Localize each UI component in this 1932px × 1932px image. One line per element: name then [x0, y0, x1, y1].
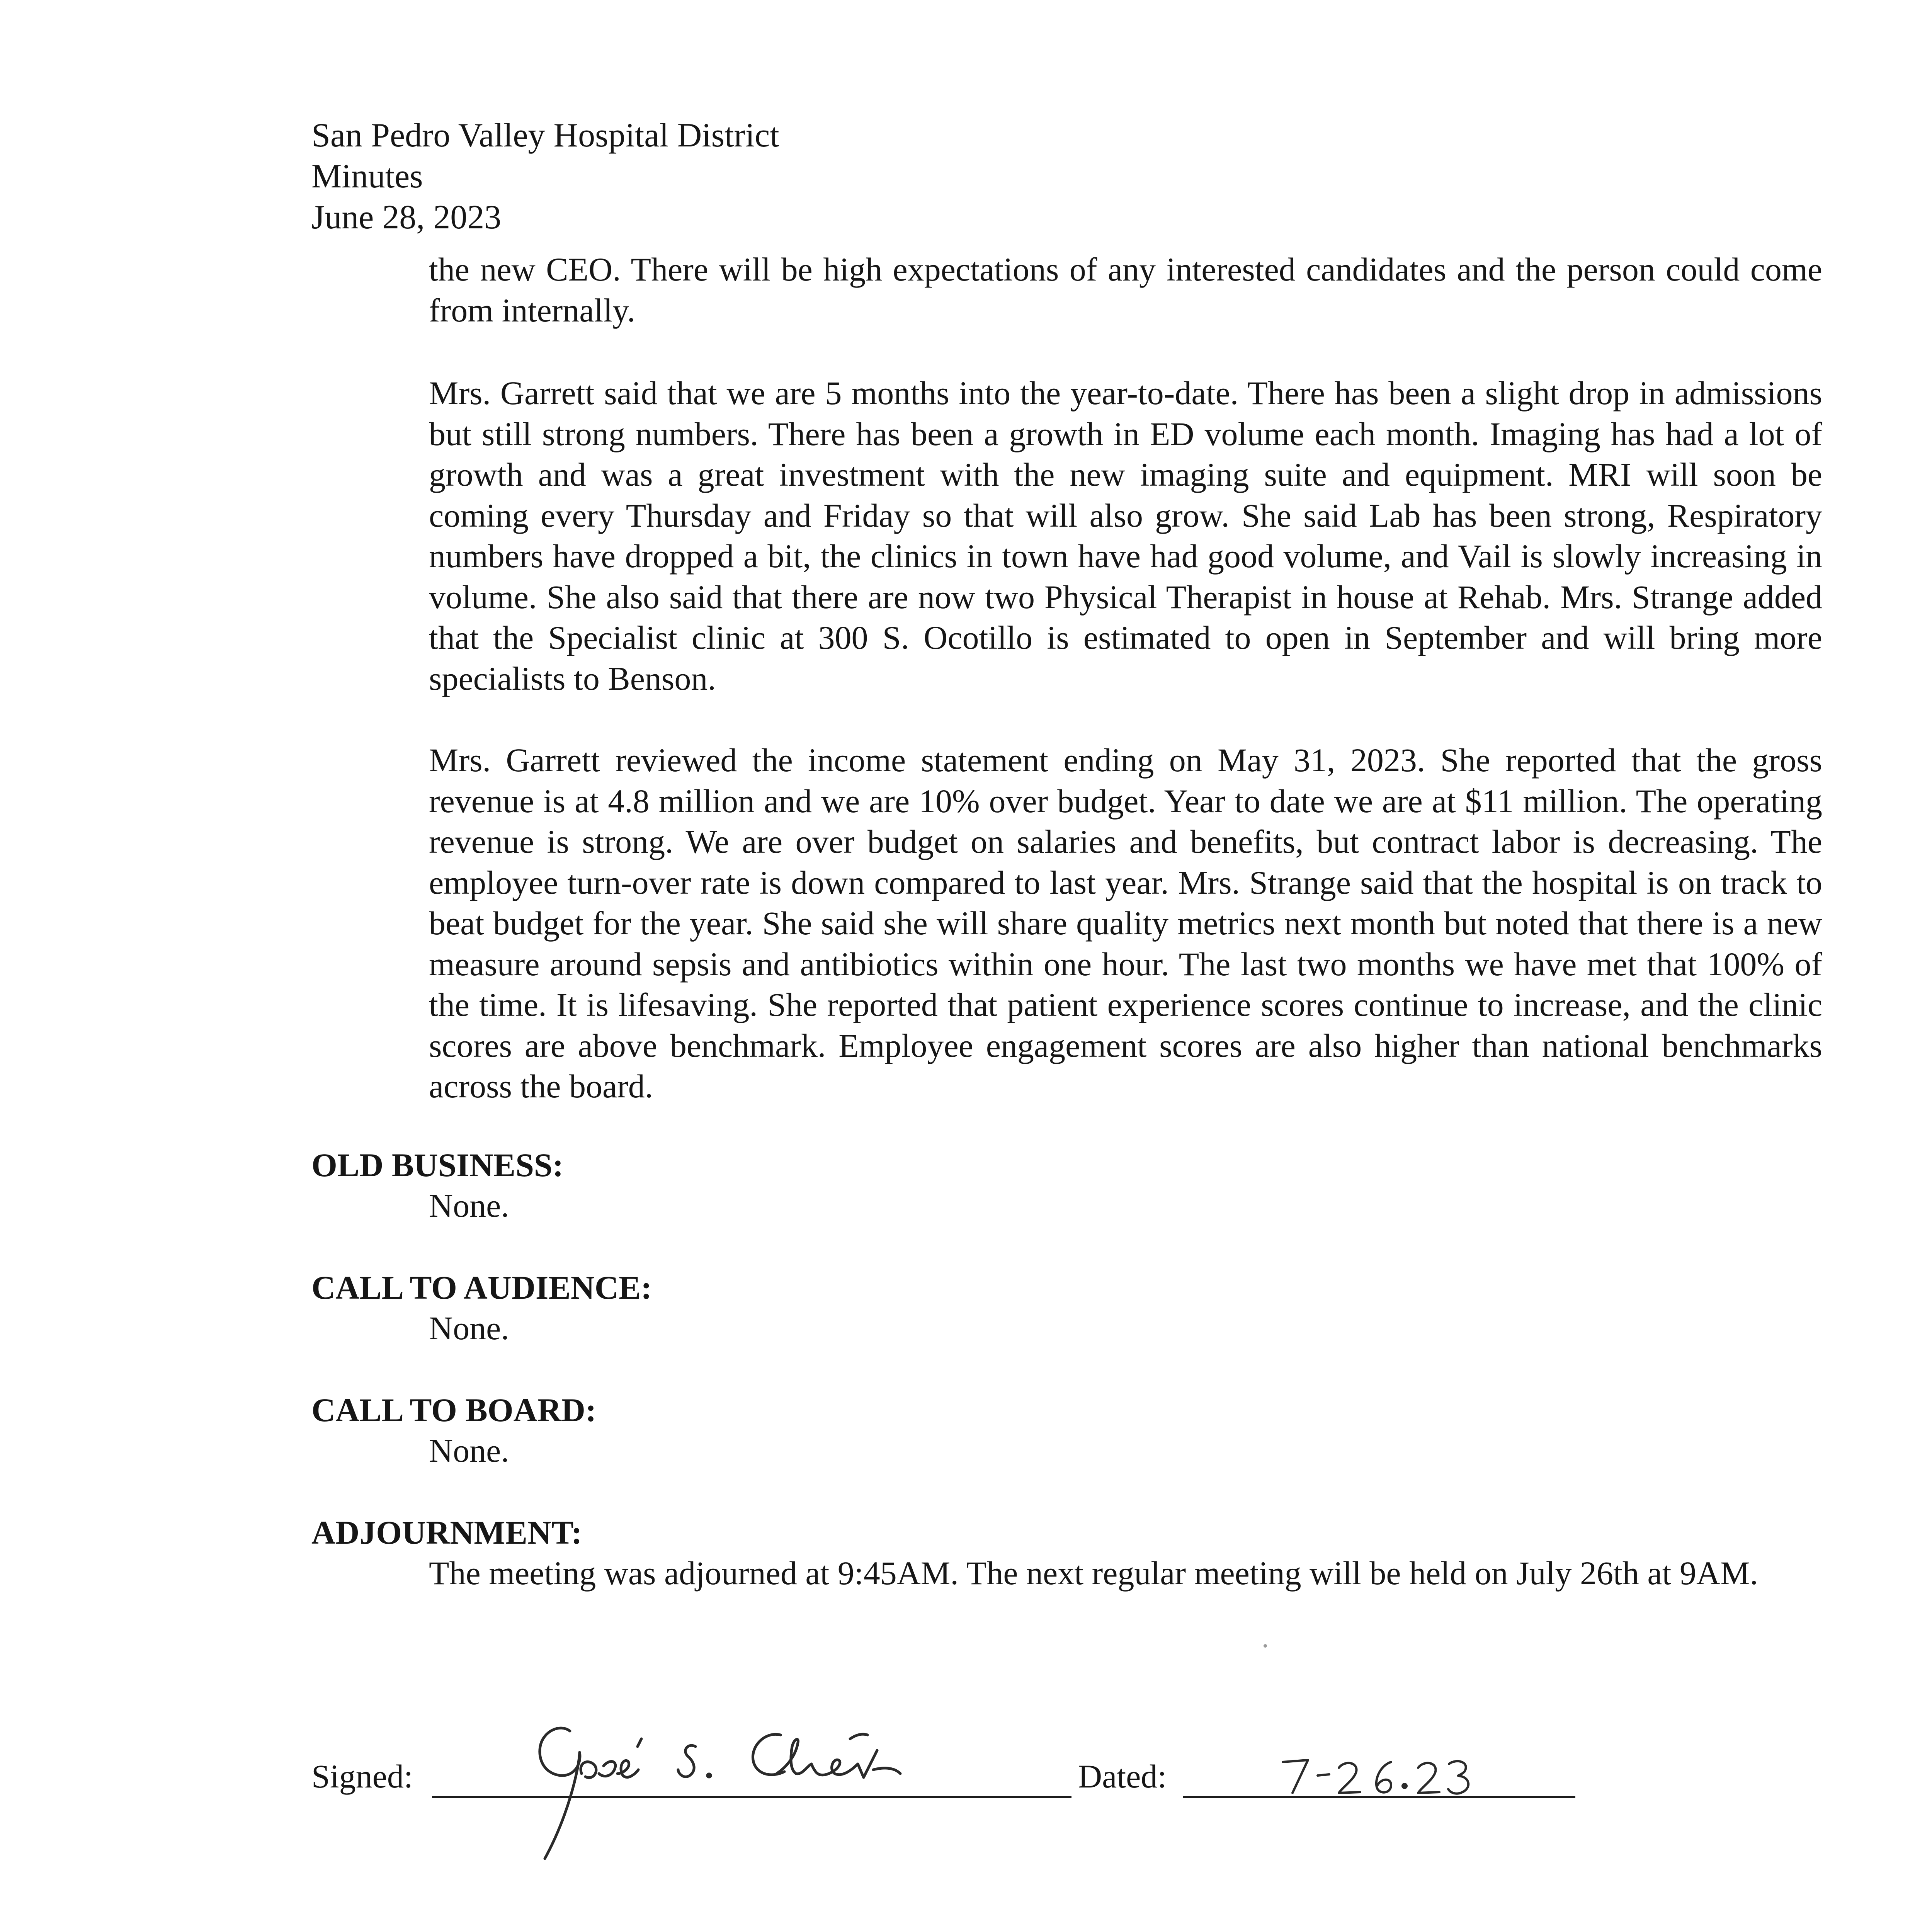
- old-business-text: None.: [429, 1187, 509, 1224]
- adjournment-heading: ADJOURNMENT:: [311, 1514, 582, 1551]
- signed-label: Signed:: [311, 1758, 413, 1795]
- adjournment-text: The meeting was adjourned at 9:45AM. The next regular meeting will be held on July 26th at 9AM.: [429, 1554, 1759, 1592]
- handwritten-signature: [502, 1716, 966, 1862]
- paragraph-ytd-volume-report: Mrs. Garrett said that we are 5 months into the year-to-date. There has been a slight drop in admissions but still strong numbers. There has been a growth in ED volume each month. Imaging has had a lot of growth and was a great investment with the new imaging suite and equipment. MRI will soon be coming every Thursday and Friday so that will also grow. She said Lab has been strong, Respiratory numbers have dropped a bit, the clinics in town have had good volume, and Vail is slowly increasing in volume. She also said that there are now two Physical Therapist in house at Rehab. Mrs. Strange added that the Specialist clinic at 300 S. Ocotillo is estimated to open in September and will bring more specialists to Benson.: [429, 374, 1822, 697]
- call-to-audience-heading: CALL TO AUDIENCE:: [311, 1269, 652, 1306]
- paragraph-income-statement: Mrs. Garrett reviewed the income statement ending on May 31, 2023. She reported that the gross revenue is at 4.8 million and we are 10% over budget. Year to date we are at $11 million. The operating revenue is strong. We are over budget on salaries and benefits, but contract labor is decreasing. The employee turn-over rate is down compared to last year. Mrs. Strange said that the hospital is on track to beat budget for the year. She said she will share quality metrics next month but noted that there is a new measure around sepsis and antibiotics within one hour. The last two months we have met that 100% of the time. It is lifesaving. She reported that patient experience scores continue to increase, and the clinic scores are above benchmark. Employee engagement scores are also higher than national benchmarks across the board.: [429, 742, 1822, 1105]
- call-to-board-text: None.: [429, 1432, 509, 1469]
- document-date: June 28, 2023: [311, 199, 502, 236]
- paragraph-ceo-continuation: the new CEO. There will be high expectations of any interested candidates and the person could come from internally.: [429, 251, 1822, 329]
- document-header: [311, 115, 779, 238]
- dated-label: Dated:: [1078, 1758, 1167, 1795]
- call-to-board-heading: CALL TO BOARD:: [311, 1391, 597, 1429]
- call-to-audience-text: None.: [429, 1310, 509, 1347]
- organization-name: San Pedro Valley Hospital District: [311, 117, 779, 154]
- document-type: Minutes: [311, 158, 423, 195]
- old-business-heading: OLD BUSINESS:: [311, 1146, 564, 1184]
- handwritten-date: [1275, 1750, 1499, 1801]
- scan-speck: [1264, 1644, 1267, 1648]
